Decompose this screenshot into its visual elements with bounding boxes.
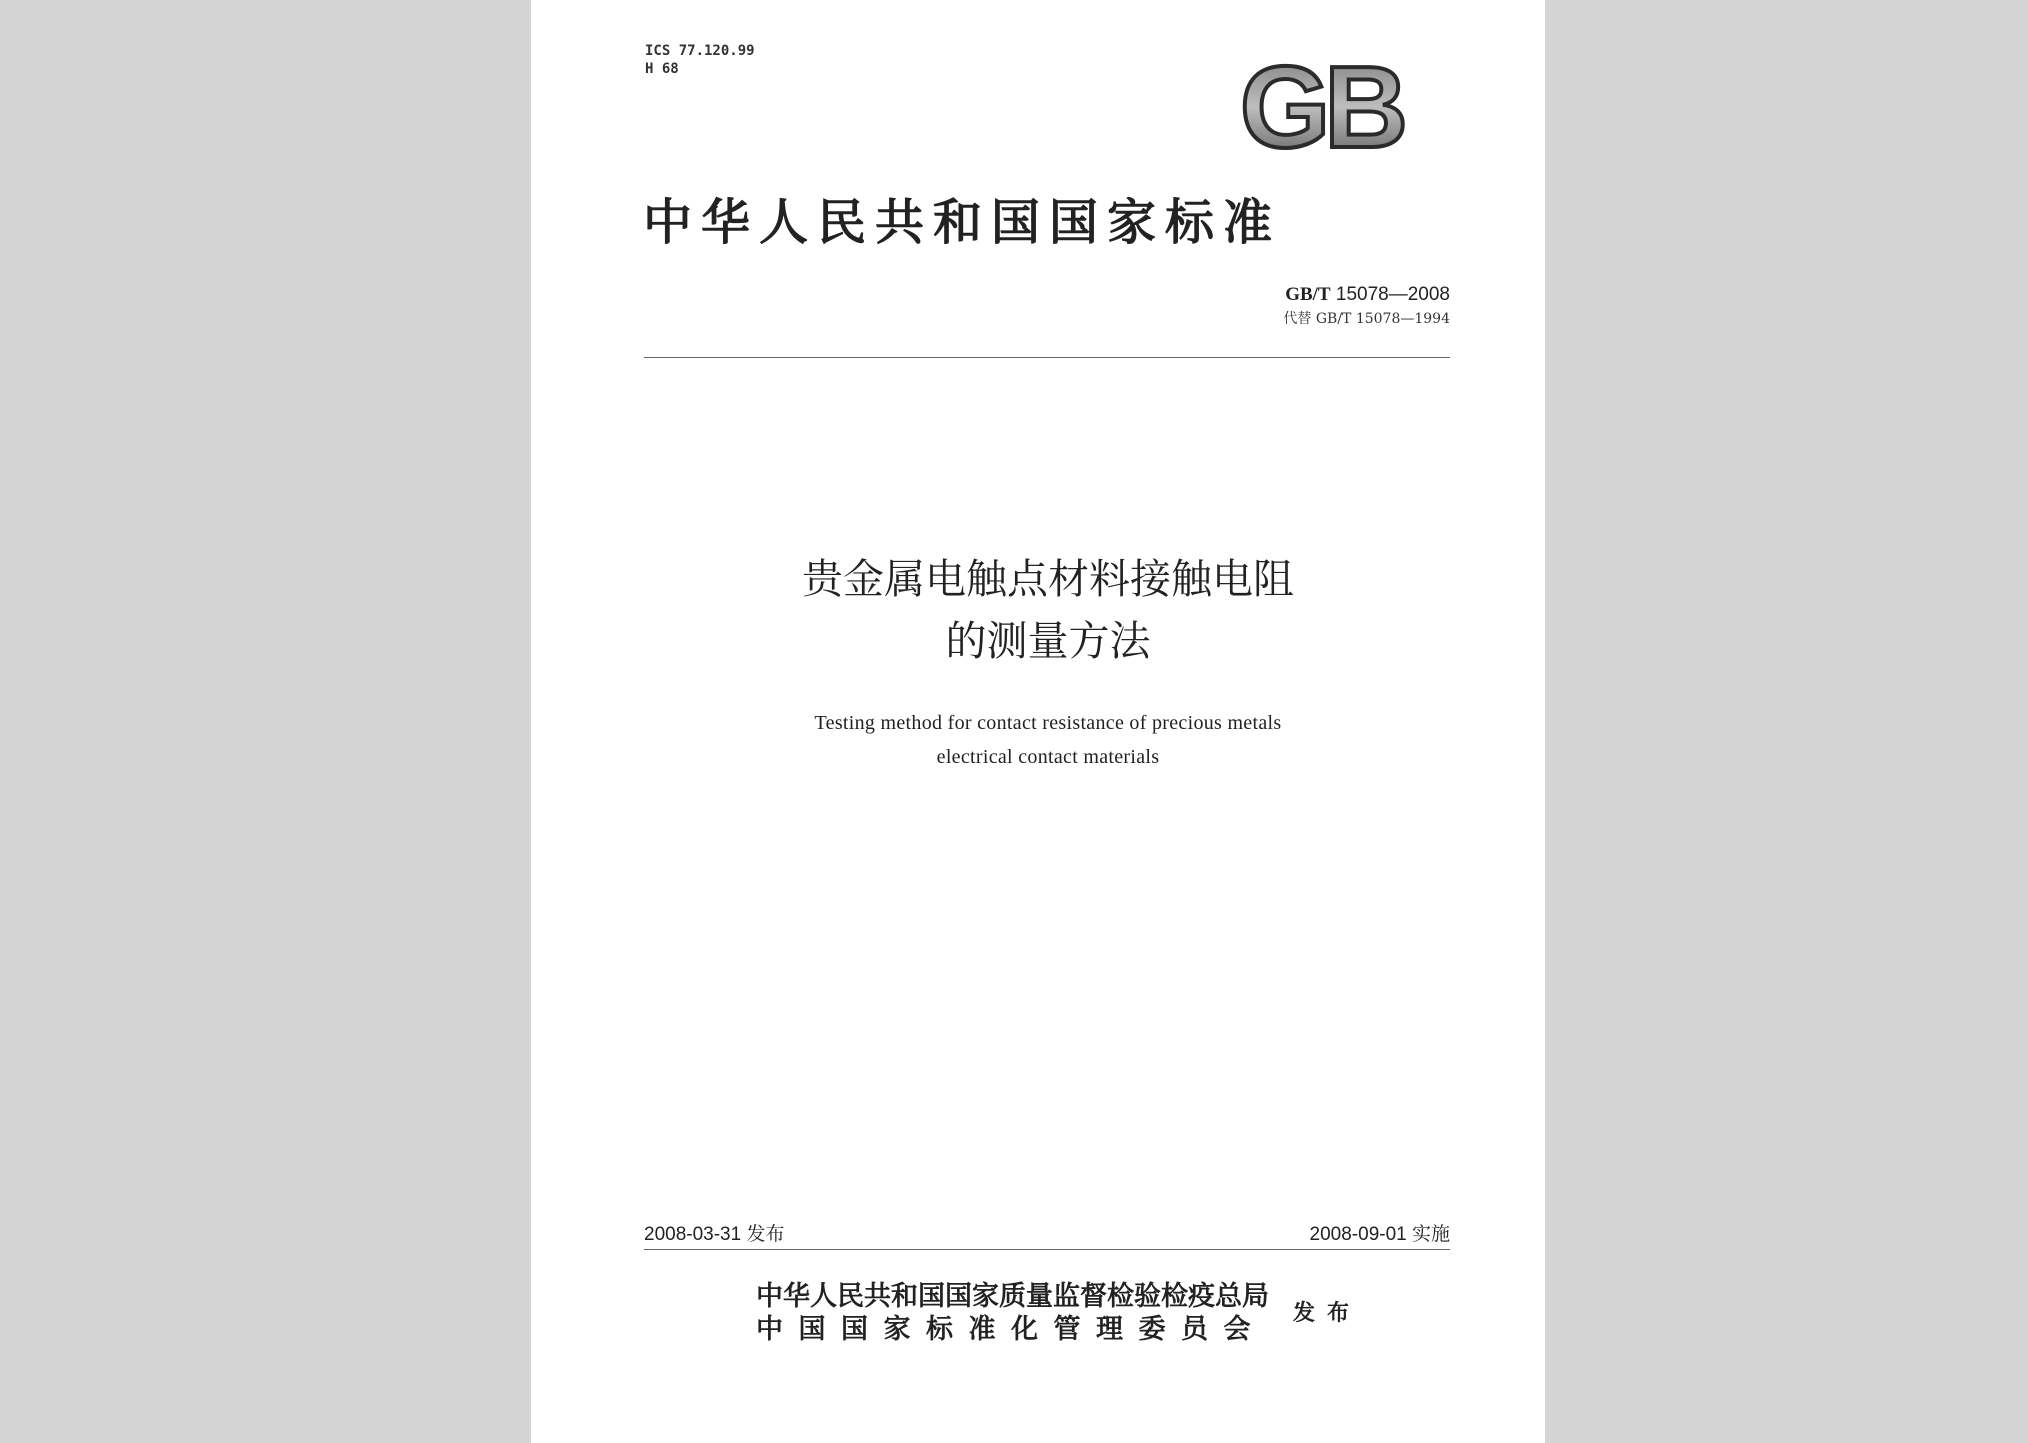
header-divider [644, 357, 1450, 358]
ics-code: ICS 77.120.99 [645, 43, 755, 59]
title-en-line-2: electrical contact materials [936, 746, 1160, 768]
title-cn-line-1: 贵金属电触点材料接触电阻 [802, 555, 1294, 603]
issuer-sac: 中国国家标准化管理委员会 [756, 1314, 1266, 1345]
issuer-aqsiq: 中华人民共和国国家质量监督检验检疫总局 [756, 1281, 1269, 1312]
standard-number [1283, 284, 1450, 306]
document-title-chinese [644, 548, 1452, 672]
classification-codes [645, 42, 755, 78]
standard-code: GB/T [1285, 284, 1331, 305]
standard-number-block [1283, 284, 1450, 328]
publish-label: 发布 [1293, 1300, 1362, 1326]
standard-number-value: 15078—2008 [1335, 284, 1450, 305]
gb-logo [1216, 55, 1426, 160]
ccs-code: H 68 [645, 61, 679, 77]
issuing-authorities [756, 1280, 1269, 1346]
implementation-date: 2008-09-01 实施 [1309, 1224, 1450, 1245]
document-title-english [644, 706, 1452, 774]
issue-date: 2008-03-31 发布 [644, 1224, 785, 1245]
replaces-note: 代替 GB/T 15078—1994 [1283, 311, 1450, 327]
title-en-line-1: Testing method for contact resistance of precious metals [814, 712, 1282, 734]
title-cn-line-2: 的测量方法 [945, 617, 1151, 665]
footer-divider [644, 1249, 1450, 1250]
gb-logo-text: GB [1240, 55, 1402, 160]
document-page [531, 0, 1545, 1443]
national-standard-title: 中华人民共和国国家标准 [643, 193, 1282, 251]
